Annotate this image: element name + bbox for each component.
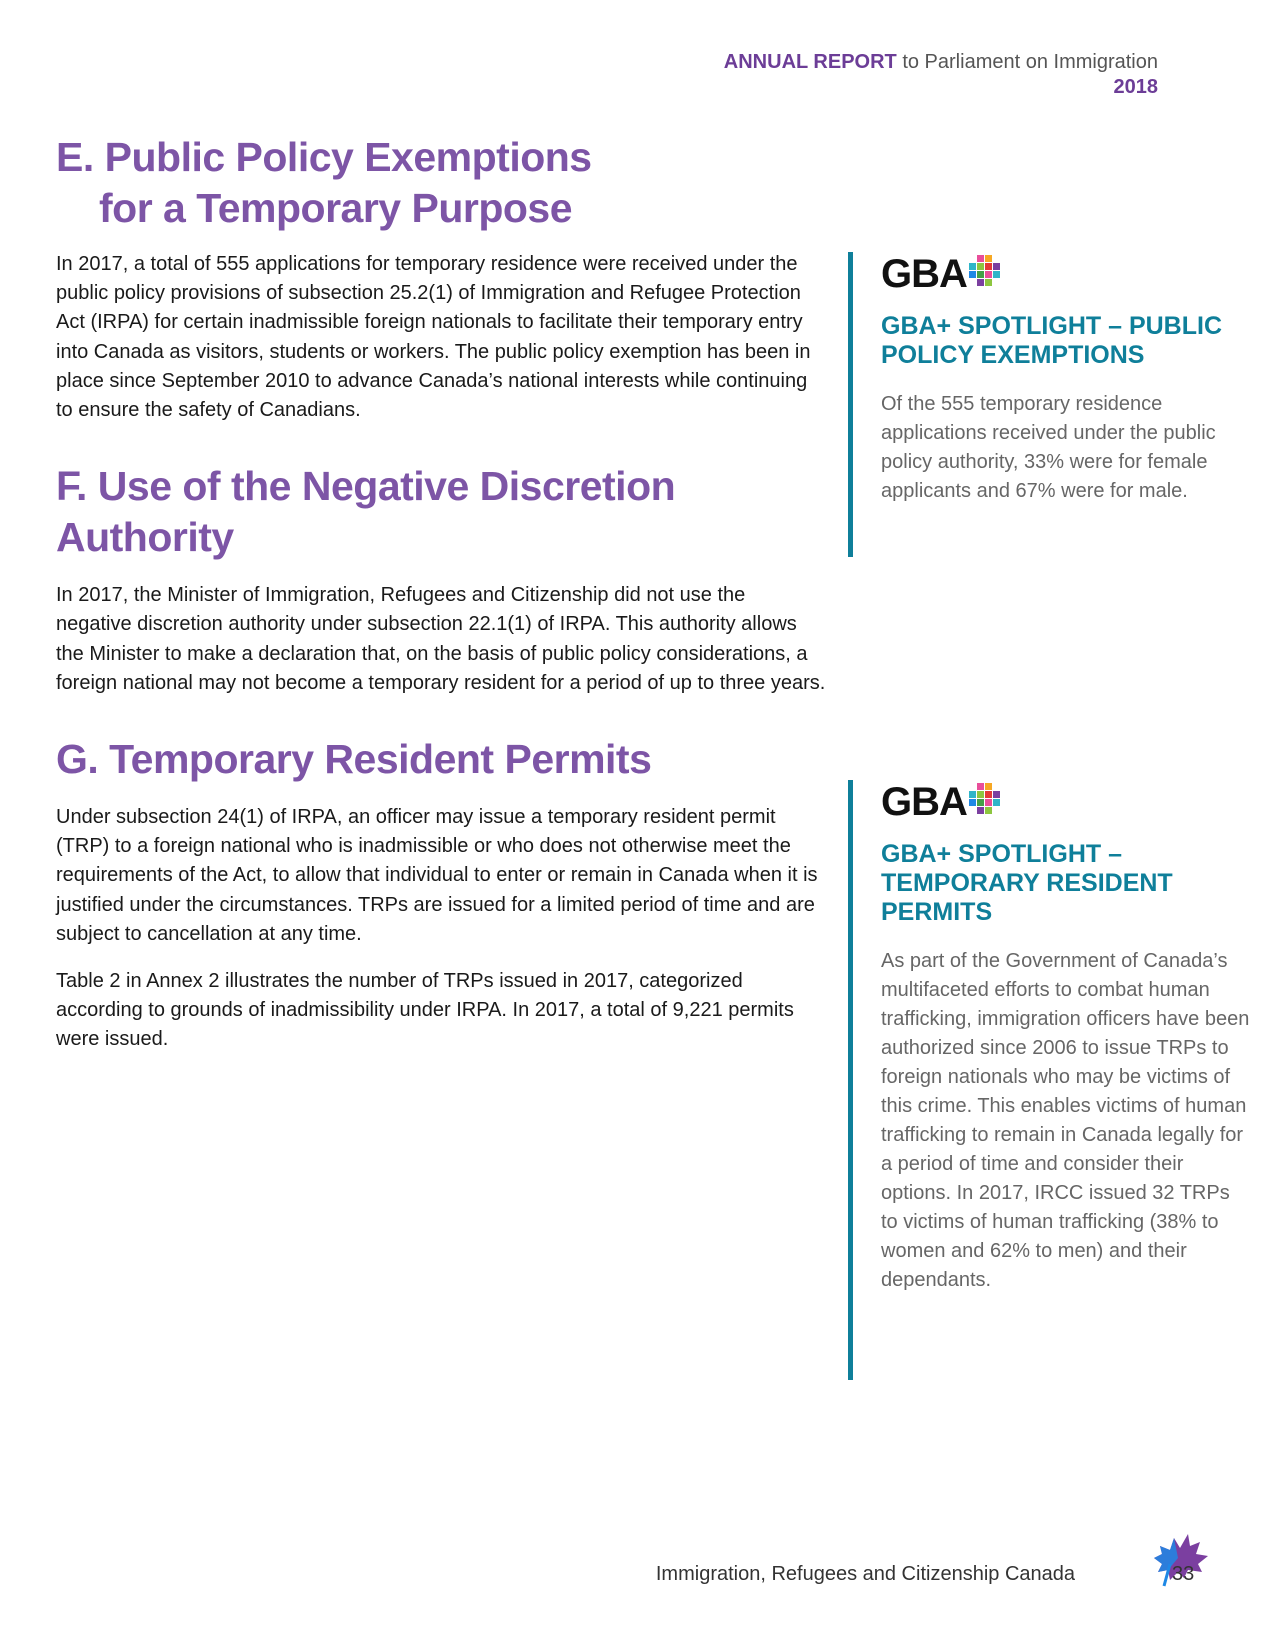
section-e-heading [56,132,826,234]
section-g-heading: G. Temporary Resident Permits [56,736,652,783]
section-e-body: In 2017, a total of 555 applications for temporary residence were received under the public policy provisions of subsection 25.2(1) of Immigration and Refugee Protection Act (IRPA) for certain inadmissible foreign nationals to facilitate their temporary entry into Canada as visitors, students or workers. The public policy exemption has been in place since September 2010 to advance Canada’s national interests while continuing to ensure the safety of Canadians. [56,253,811,422]
gba-plus-logo [881,780,1251,822]
gba-spotlight-temporary-resident-permits [848,780,1251,1380]
gba-spotlight-public-policy [848,252,1251,557]
report-title-rest: to Parliament on Immigration [896,51,1158,73]
footer-org: Immigration, Refugees and Citizenship Canada [655,1563,1075,1585]
gba-logo-text: GBA [881,780,967,824]
plus-mosaic-icon [969,255,1000,286]
main-column [56,132,826,1055]
page-number: 33 [1172,1563,1195,1585]
report-year: 2018 [1113,76,1158,98]
section-e-heading-line1: E. Public Policy Exemptions [56,134,592,180]
section-g-body-1: Under subsection 24(1) of IRPA, an officer may issue a temporary resident permit (TRP) to a foreign national who is inadmissible or who does not otherwise meet the requirements of the Act, to allow that individual to enter or remain in Canada when it is justified under the circumstances. TRPs are issued for a limited period of time and are subject to cancellation at any time. [56,806,818,945]
report-header [724,50,1158,100]
spotlight-body: As part of the Government of Canada’s multifaceted efforts to combat human trafficking, immigration officers have been authorized since 2006 to issue TRPs to foreign nationals who may be victims of this crime. This enables victims of human trafficking to remain in Canada legally for a period of time and consider their options. In 2017, IRCC issued 32 TRPs to victims of human trafficking (38% to women and 62% to men) and their dependants. [881,950,1250,1291]
gba-logo-text: GBA [881,252,967,296]
spotlight-body: Of the 555 temporary residence applications received under the public policy authority, 33% were for female applicants and 67% were for male. [881,393,1216,502]
section-e-heading-line2: for a Temporary Purpose [99,185,573,231]
report-title-strong: ANNUAL REPORT [723,51,897,73]
spotlight-title: GBA+ SPOTLIGHT – TEMPORARY RESIDENT PERMITS [881,840,1173,926]
plus-mosaic-icon [969,783,1000,814]
gba-plus-logo [881,252,1251,294]
spotlight-title: GBA+ SPOTLIGHT – PUBLIC POLICY EXEMPTIONS [881,312,1223,369]
section-f-body: In 2017, the Minister of Immigration, Refugees and Citizenship did not use the negative discretion authority under subsection 22.1(1) of IRPA. This authority allows the Minister to make a declaration that, on the basis of public policy considerations, a foreign national may not become a temporary resident for a period of up to three years. [56,584,826,694]
section-g-body-2: Table 2 in Annex 2 illustrates the number of TRPs issued in 2017, categorized according to grounds of inadmissibility under IRPA. In 2017, a total of 9,221 permits were issued. [56,970,794,1051]
section-f-heading: F. Use of the Negative Discretion Authority [56,463,676,561]
